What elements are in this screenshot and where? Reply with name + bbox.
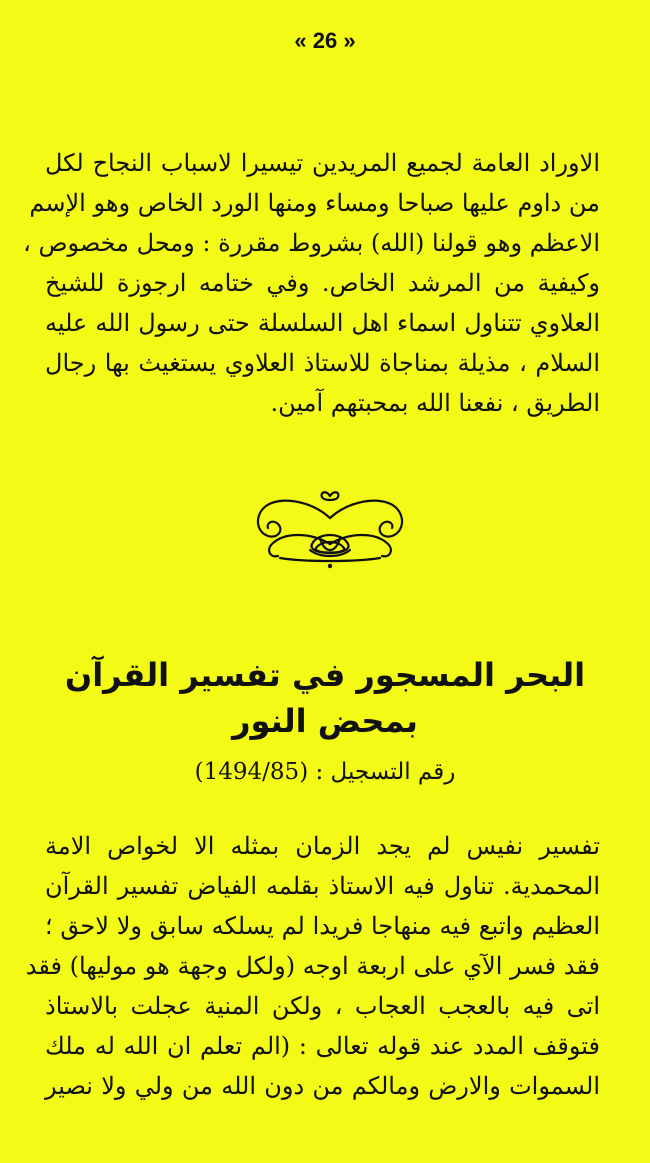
book-title <box>0 652 650 744</box>
text-line: من داوم عليها صباحا ومساء ومنها الورد الخاص وهو الإسم <box>29 189 600 217</box>
text-line: تفسير نفيس لم يجد الزمان بمثله الا لخواص الامة <box>45 832 600 860</box>
book-title-line-2: بمحض النور <box>232 702 418 740</box>
text-line: السموات والارض ومالكم من دون الله من ولي ولا نصير <box>45 1072 600 1100</box>
registration-number <box>0 756 650 788</box>
text-line: العلاوي تتناول اسماء اهل السلسلة حتى رسول الله عليه <box>45 309 600 337</box>
paragraph-tafsir-description <box>25 826 600 1106</box>
text-line: الاوراد العامة لجميع المريدين تيسيرا لاسباب النجاح لكل <box>45 149 600 177</box>
text-line: اتى فيه بالعجب العجاب ، ولكن المنية عجلت بالاستاذ <box>45 992 600 1020</box>
paragraph-wird-description <box>23 143 600 423</box>
text-line: المحمدية. تناول فيه الاستاذ بقلمه الفياض تفسير القرآن <box>45 872 600 900</box>
text-line: وكيفية من المرشد الخاص. وفي ختامه ارجوزة للشيخ <box>45 269 600 297</box>
text-line: السلام ، مذيلة بمناجاة للاستاذ العلاوي يستغيث بها رجال <box>45 349 600 377</box>
calligraphic-flourish-ornament-icon <box>250 488 410 570</box>
book-title-line-1: البحر المسجور في تفسير القرآن <box>64 656 586 694</box>
page-number: « 26 » <box>294 28 356 53</box>
text-line: العظيم واتبع فيه منهاجا فريدا لم يسلكه سابق ولا لاحق ؛ <box>45 912 600 940</box>
text-line: الاعظم وهو قولنا (الله) بشروط مقررة : ومحل مخصوص ، <box>23 229 600 257</box>
text-line: فقد فسر الآي على اربعة اوجه (ولكل وجهة هو موليها) فقد <box>25 952 600 980</box>
registration-value: (1494/85) <box>194 759 309 785</box>
text-line: الطريق ، نفعنا الله بمحبتهم آمين. <box>270 389 600 417</box>
text-line: فتوقف المدد عند قوله تعالى : (الم تعلم ان الله له ملك <box>45 1032 600 1060</box>
registration-label: رقم التسجيل : <box>315 759 456 785</box>
